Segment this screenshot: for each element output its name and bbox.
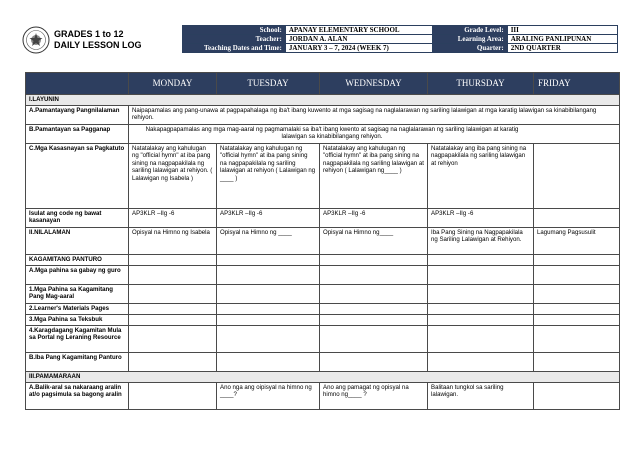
table-row xyxy=(26,255,620,266)
row-label-kagamitang: KAGAMITANG PANTURO xyxy=(26,255,129,266)
row-label-pagganap: B.Pamantayan sa Pagganap xyxy=(26,125,129,144)
deped-seal-icon xyxy=(22,26,50,54)
table-row xyxy=(26,125,620,144)
kasanayan-friday xyxy=(534,144,620,209)
table-row xyxy=(26,209,620,228)
row-label-teksbuk: 3.Mga Pahina sa Teksbuk xyxy=(26,315,129,326)
kasanayan-monday: Natatalakay ang kahulugan ng "official hymn" at iba pang sining na nagpapakilala ng sariling lalawigan at rehiyon. ( Lalawigan ng Isabela ) xyxy=(129,144,217,209)
day-monday: MONDAY xyxy=(129,73,217,95)
dates-value: JANUARY 3 – 7, 2024 (WEEK 7) xyxy=(285,44,432,53)
balik-monday xyxy=(129,383,217,410)
pagganap-text: Nakapagpapamalas ang mga mag-aaral ng pagmamalaki sa iba't ibang kwento at sagisag na naglalarawan ng sariling lalawigan at karatig lalawigan sa kinabibilangang rehiyon. xyxy=(129,125,620,144)
row-label-pamantayang: A.Pamantayang Pangnilalaman xyxy=(26,106,129,125)
title-line-1: GRADES 1 to 12 xyxy=(54,29,124,39)
kasanayan-thursday: Natatalakay ang iba pang sining na nagpapakilala ng sariling lalawigan at rehiyon xyxy=(428,144,534,209)
document-title xyxy=(54,29,184,51)
row-label-gabay: A.Mga pahina sa gabay ng guro xyxy=(26,266,129,285)
quarter-label: Quarter: xyxy=(433,44,507,53)
row-label-nilalaman: II.NILALAMAN xyxy=(26,228,129,255)
code-wednesday: AP3KLR –IIg -6 xyxy=(320,209,428,228)
day-tuesday: TUESDAY xyxy=(217,73,320,95)
row-label-code: Isulat ang code ng bawat kasanayan xyxy=(26,209,129,228)
day-thursday: THURSDAY xyxy=(428,73,534,95)
nilalaman-friday: Lagumang Pagsusulit xyxy=(534,228,620,255)
balik-friday xyxy=(534,383,620,410)
teacher-label: Teacher: xyxy=(183,35,286,44)
section-row-layunin xyxy=(26,95,620,106)
table-row xyxy=(26,285,620,304)
code-monday: AP3KLR –IIg -6 xyxy=(129,209,217,228)
row-label-iba: B.Iba Pang Kagamitang Panturo xyxy=(26,353,129,372)
area-label: Learning Area: xyxy=(433,35,507,44)
section-pamamaraan: III.PAMAMARAAN xyxy=(26,372,620,383)
table-row xyxy=(26,353,620,372)
title-line-2: DAILY LESSON LOG xyxy=(54,40,142,50)
pamantayang-text: Naipapamalas ang pang-unawa at pagpapahalaga ng iba't ibang kuwento at mga sagisag na naglalarawan ng sariling lalawigan at mga karatig lalawigan sa kinabibilangang rehiyon. xyxy=(129,106,620,125)
row-label-balik: A.Balik-aral sa nakaraang aralin at/o pagsimula sa bagong aralin xyxy=(26,383,129,410)
days-header-row xyxy=(26,73,620,95)
teacher-value: JORDAN A. ALAN xyxy=(285,35,432,44)
kasanayan-tuesday: Natatalakay ang kahulugan ng "official hymn" at iba pang sining na nagpapakilala ng sariling lalawigan at rehiyon ( Lalawigan ng ____ ) xyxy=(217,144,320,209)
nilalaman-tuesday: Opisyal na Himno ng ____ xyxy=(217,228,320,255)
row-label-karagdagang: 4.Karagdagang Kagamitan Mula sa Portal ng Leraning Resource xyxy=(26,326,129,353)
row-label-learners: 2.Learner's Materials Pages xyxy=(26,304,129,315)
day-wednesday: WEDNESDAY xyxy=(320,73,428,95)
school-label: School: xyxy=(183,26,286,35)
corner-cell xyxy=(26,73,129,95)
kasanayan-wednesday: Natatalakay ang kahulugan ng "official hymn" at iba pang sining na nagpapakilala ng sariling lalawigan at rehiyon ( Lalawigan ng____ ) xyxy=(320,144,428,209)
day-friday: FRIDAY xyxy=(534,73,620,95)
table-row xyxy=(26,326,620,353)
quarter-value: 2ND QUARTER xyxy=(507,44,617,53)
table-row xyxy=(26,383,620,410)
balik-thursday: Balitaan tungkol sa sariling lalawigan. xyxy=(428,383,534,410)
code-thursday: AP3KLR –IIg -6 xyxy=(428,209,534,228)
header xyxy=(22,25,618,57)
nilalaman-monday: Opisyal na Himno ng Isabela xyxy=(129,228,217,255)
table-row xyxy=(26,266,620,285)
grade-label: Grade Level: xyxy=(433,26,507,35)
lesson-log-table xyxy=(25,72,620,410)
dates-label: Teaching Dates and Time: xyxy=(183,44,286,53)
school-value: APANAY ELEMENTARY SCHOOL xyxy=(285,26,432,35)
code-friday xyxy=(534,209,620,228)
nilalaman-wednesday: Opisyal na Himno ng____ xyxy=(320,228,428,255)
code-tuesday: AP3KLR –IIg -6 xyxy=(217,209,320,228)
area-value: ARALING PANLIPUNAN xyxy=(507,35,617,44)
table-row xyxy=(26,315,620,326)
header-info-table xyxy=(182,25,618,53)
balik-tuesday: Ano nga ang oipisyal na himno ng ____? xyxy=(217,383,320,410)
balik-wednesday: Ano ang pamagat ng opisyal na himno ng____ ? xyxy=(320,383,428,410)
table-row xyxy=(26,144,620,209)
table-row xyxy=(26,228,620,255)
row-label-kasanayan: C.Mga Kasasnayan sa Pagkatuto xyxy=(26,144,129,209)
table-row xyxy=(26,106,620,125)
section-layunin: I.LAYUNIN xyxy=(26,95,620,106)
nilalaman-thursday: Iba Pang Sining na Nagpapakilala ng Sariling Lalawigan at Rehiyon. xyxy=(428,228,534,255)
table-row xyxy=(26,304,620,315)
grade-value: III xyxy=(507,26,617,35)
row-label-kagamitang-mag-aaral: 1.Mga Pahina sa Kagamitang Pang Mag-aaral xyxy=(26,285,129,304)
section-row-pamamaraan xyxy=(26,372,620,383)
